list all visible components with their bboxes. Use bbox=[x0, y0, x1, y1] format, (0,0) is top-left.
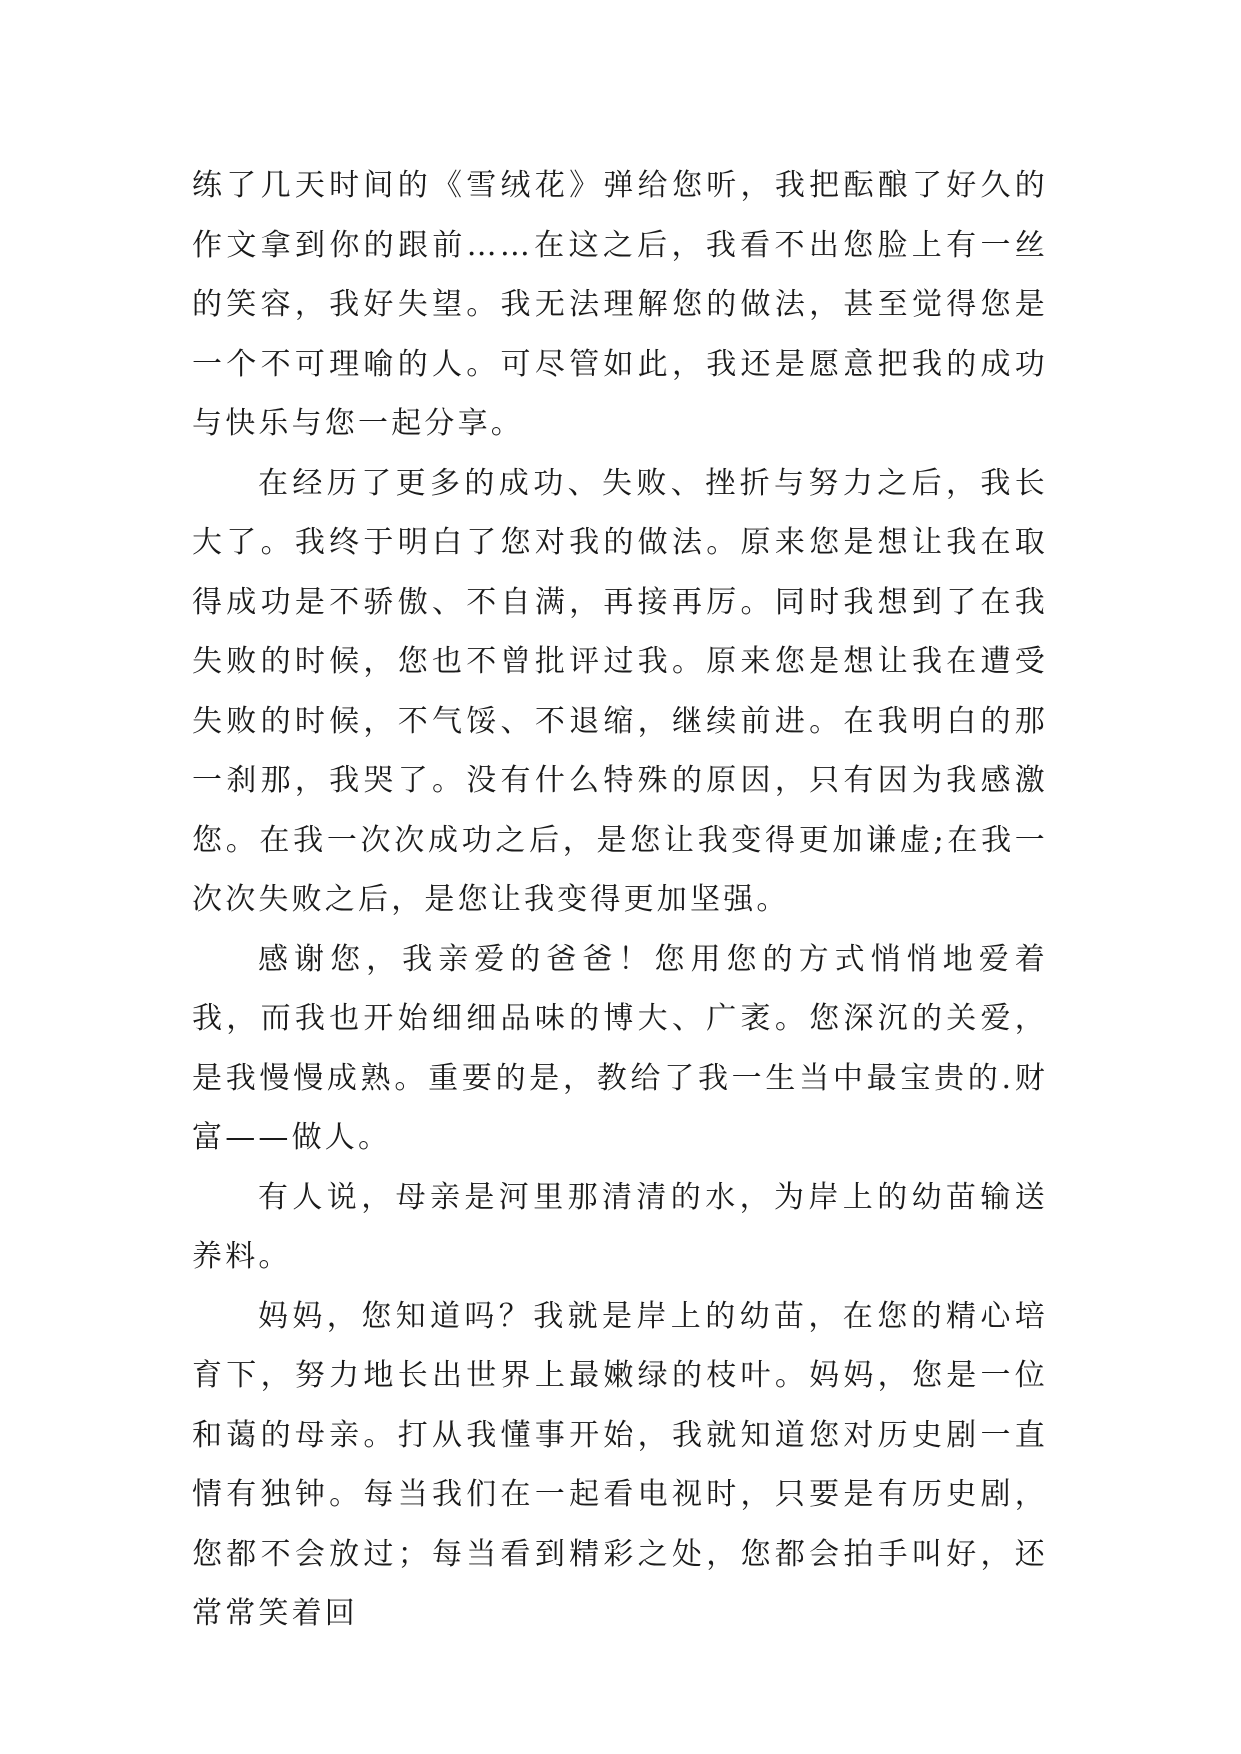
paragraph-4: 有人说，母亲是河里那清清的水，为岸上的幼苗输送养料。 bbox=[192, 1179, 1048, 1274]
paragraph-1: 练了几天时间的《雪绒花》弹给您听，我把酝酿了好久的作文拿到你的跟前……在这之后，我看不出您脸上有一丝的笑容，我好失望。我无法理解您的做法，甚至觉得您是一个不可理喻的人。可尽管如此，我还是愿意把我的成功与快乐与您一起分享。 bbox=[192, 168, 1048, 441]
document-body bbox=[192, 156, 1048, 1644]
paragraph-3: 感谢您，我亲爱的爸爸！您用您的方式悄悄地爱着我，而我也开始细细品味的博大、广袤。您深沉的关爱，是我慢慢成熟。重要的是，教给了我一生当中最宝贵的.财富——做人。 bbox=[192, 941, 1048, 1155]
paragraph-2: 在经历了更多的成功、失败、挫折与努力之后，我长大了。我终于明白了您对我的做法。原来您是想让我在取得成功是不骄傲、不自满，再接再厉。同时我想到了在我失败的时候，您也不曾批评过我。原来您是想让我在遭受失败的时候，不气馁、不退缩，继续前进。在我明白的那一刹那，我哭了。没有什么特殊的原因，只有因为我感激您。在我一次次成功之后，是您让我变得更加谦虚;在我一次次失败之后，是您让我变得更加坚强。 bbox=[192, 465, 1048, 917]
paragraph-5: 妈妈，您知道吗？我就是岸上的幼苗，在您的精心培育下，努力地长出世界上最嫩绿的枝叶。妈妈，您是一位和蔼的母亲。打从我懂事开始，我就知道您对历史剧一直情有独钟。每当我们在一起看电视时，只要是有历史剧，您都不会放过；每当看到精彩之处，您都会拍手叫好，还常常笑着回 bbox=[192, 1298, 1048, 1631]
